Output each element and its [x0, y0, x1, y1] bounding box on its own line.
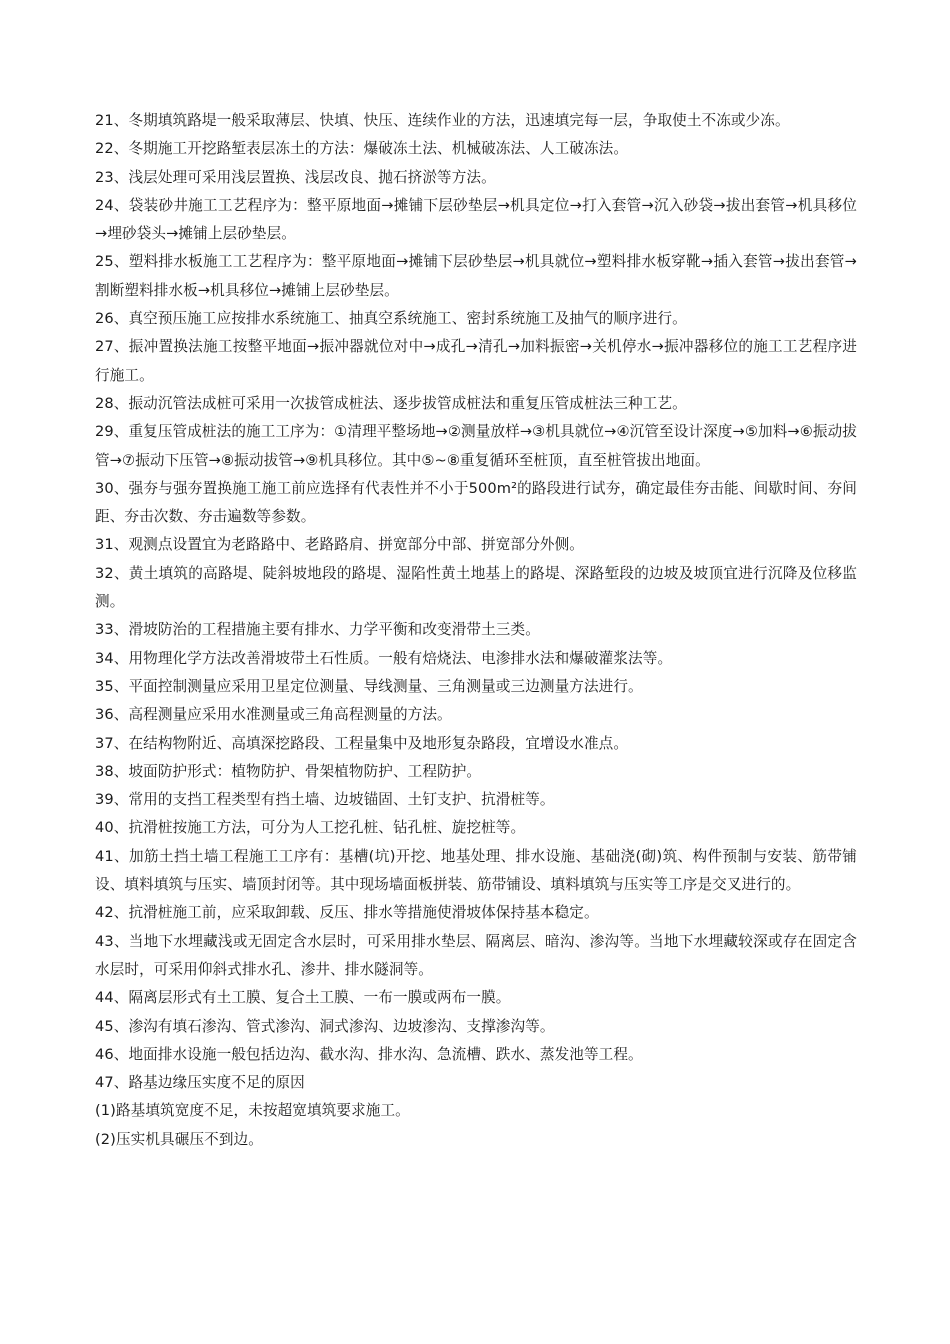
paragraph-39: 39、常用的支挡工程类型有挡土墙、边坡锚固、土钉支护、抗滑桩等。 [95, 791, 555, 809]
paragraph-41: 41、加筋土挡土墙工程施工工序有：基槽(坑)开挖、地基处理、排水设施、基础浇(砌)筑、构件预制与安装、筋带铺设、填料填筑与压实、墙顶封闭等。其中现场墙面板拼装、筋带铺设、填料填筑与压实等工序是交叉进行的。 [95, 847, 857, 894]
paragraph-24: 24、袋装砂井施工工艺程序为：整平原地面→摊铺下层砂垫层→机具定位→打入套管→沉入砂袋→拔出套管→机具移位→埋砂袋头→摊铺上层砂垫层。 [95, 196, 857, 243]
paragraph-38: 38、坡面防护形式：植物防护、骨架植物防护、工程防护。 [95, 762, 482, 780]
paragraph-45: 45、渗沟有填石渗沟、管式渗沟、洞式渗沟、边坡渗沟、支撑渗沟等。 [95, 1017, 555, 1035]
paragraph-25: 25、塑料排水板施工工艺程序为：整平原地面→摊铺下层砂垫层→机具就位→塑料排水板穿靴→插入套管→拔出套管→割断塑料排水板→机具移位→摊铺上层砂垫层。 [95, 253, 857, 299]
paragraph-23: 23、浅层处理可采用浅层置换、浅层改良、抛石挤淤等方法。 [95, 168, 496, 186]
paragraph-37: 37、在结构物附近、高填深挖路段、工程量集中及地形复杂路段，宜增设水准点。 [95, 734, 629, 752]
paragraph-22: 22、冬期施工开挖路堑表层冻土的方法：爆破冻土法、机械破冻法、人工破冻法。 [95, 140, 629, 158]
paragraph-30: 30、强夯与强夯置换施工施工前应选择有代表性并不小于500m²的路段进行试夯，确定最佳夯击能、间歇时间、夯间距、夯击次数、夯击遍数等参数。 [95, 479, 857, 526]
paragraph-47-item-2: (2)压实机具碾压不到边。 [95, 1130, 263, 1148]
paragraph-40: 40、抗滑桩按施工方法，可分为人工挖孔桩、钻孔桩、旋挖桩等。 [95, 819, 526, 837]
paragraph-28: 28、振动沉管法成桩可采用一次拔管成桩法、逐步拔管成桩法和重复压管成桩法三种工艺。 [95, 394, 687, 412]
document-body [95, 107, 857, 1154]
paragraph-27: 27、振冲置换法施工按整平地面→振冲器就位对中→成孔→清孔→加料振密→关机停水→振冲器移位的施工工艺程序进行施工。 [95, 338, 857, 384]
paragraph-33: 33、滑坡防治的工程措施主要有排水、力学平衡和改变滑带土三类。 [95, 621, 540, 639]
paragraph-32: 32、黄土填筑的高路堤、陡斜坡地段的路堤、湿陷性黄土地基上的路堤、深路堑段的边坡及坡顶宜进行沉降及位移监测。 [95, 564, 857, 611]
paragraph-26: 26、真空预压施工应按排水系统施工、抽真空系统施工、密封系统施工及抽气的顺序进行。 [95, 310, 687, 328]
paragraph-47-heading: 47、路基边缘压实度不足的原因 [95, 1074, 305, 1092]
paragraph-43: 43、当地下水埋藏浅或无固定含水层时，可采用排水垫层、隔离层、暗沟、渗沟等。当地下水埋藏较深或存在固定含水层时，可采用仰斜式排水孔、渗井、排水隧洞等。 [95, 932, 857, 978]
paragraph-42: 42、抗滑桩施工前，应采取卸载、反压、排水等措施使滑坡体保持基本稳定。 [95, 904, 599, 922]
paragraph-35: 35、平面控制测量应采用卫星定位测量、导线测量、三角测量或三边测量方法进行。 [95, 677, 643, 695]
paragraph-31: 31、观测点设置宜为老路路中、老路路肩、拼宽部分中部、拼宽部分外侧。 [95, 536, 584, 554]
paragraph-34: 34、用物理化学方法改善滑坡带土石性质。一般有焙烧法、电渗排水法和爆破灌浆法等。 [95, 649, 673, 667]
paragraph-46: 46、地面排水设施一般包括边沟、截水沟、排水沟、急流槽、跌水、蒸发池等工程。 [95, 1045, 643, 1063]
paragraph-21: 21、冬期填筑路堤一般采取薄层、快填、快压、连续作业的方法，迅速填完每一层，争取使土不冻或少冻。 [95, 112, 790, 129]
paragraph-29: 29、重复压管成桩法的施工工序为：①清理平整场地→②测量放样→③机具就位→④沉管至设计深度→⑤加料→⑥振动拔管→⑦振动下压管→⑧振动拔管→⑨机具移位。其中⑤~⑧重复循环至桩顶，直至桩管拔出地面。 [95, 423, 857, 469]
paragraph-47-item-1: (1)路基填筑宽度不足，未按超宽填筑要求施工。 [95, 1102, 410, 1120]
paragraph-36: 36、高程测量应采用水准测量或三角高程测量的方法。 [95, 706, 452, 724]
paragraph-44: 44、隔离层形式有土工膜、复合土工膜、一布一膜或两布一膜。 [95, 989, 511, 1007]
